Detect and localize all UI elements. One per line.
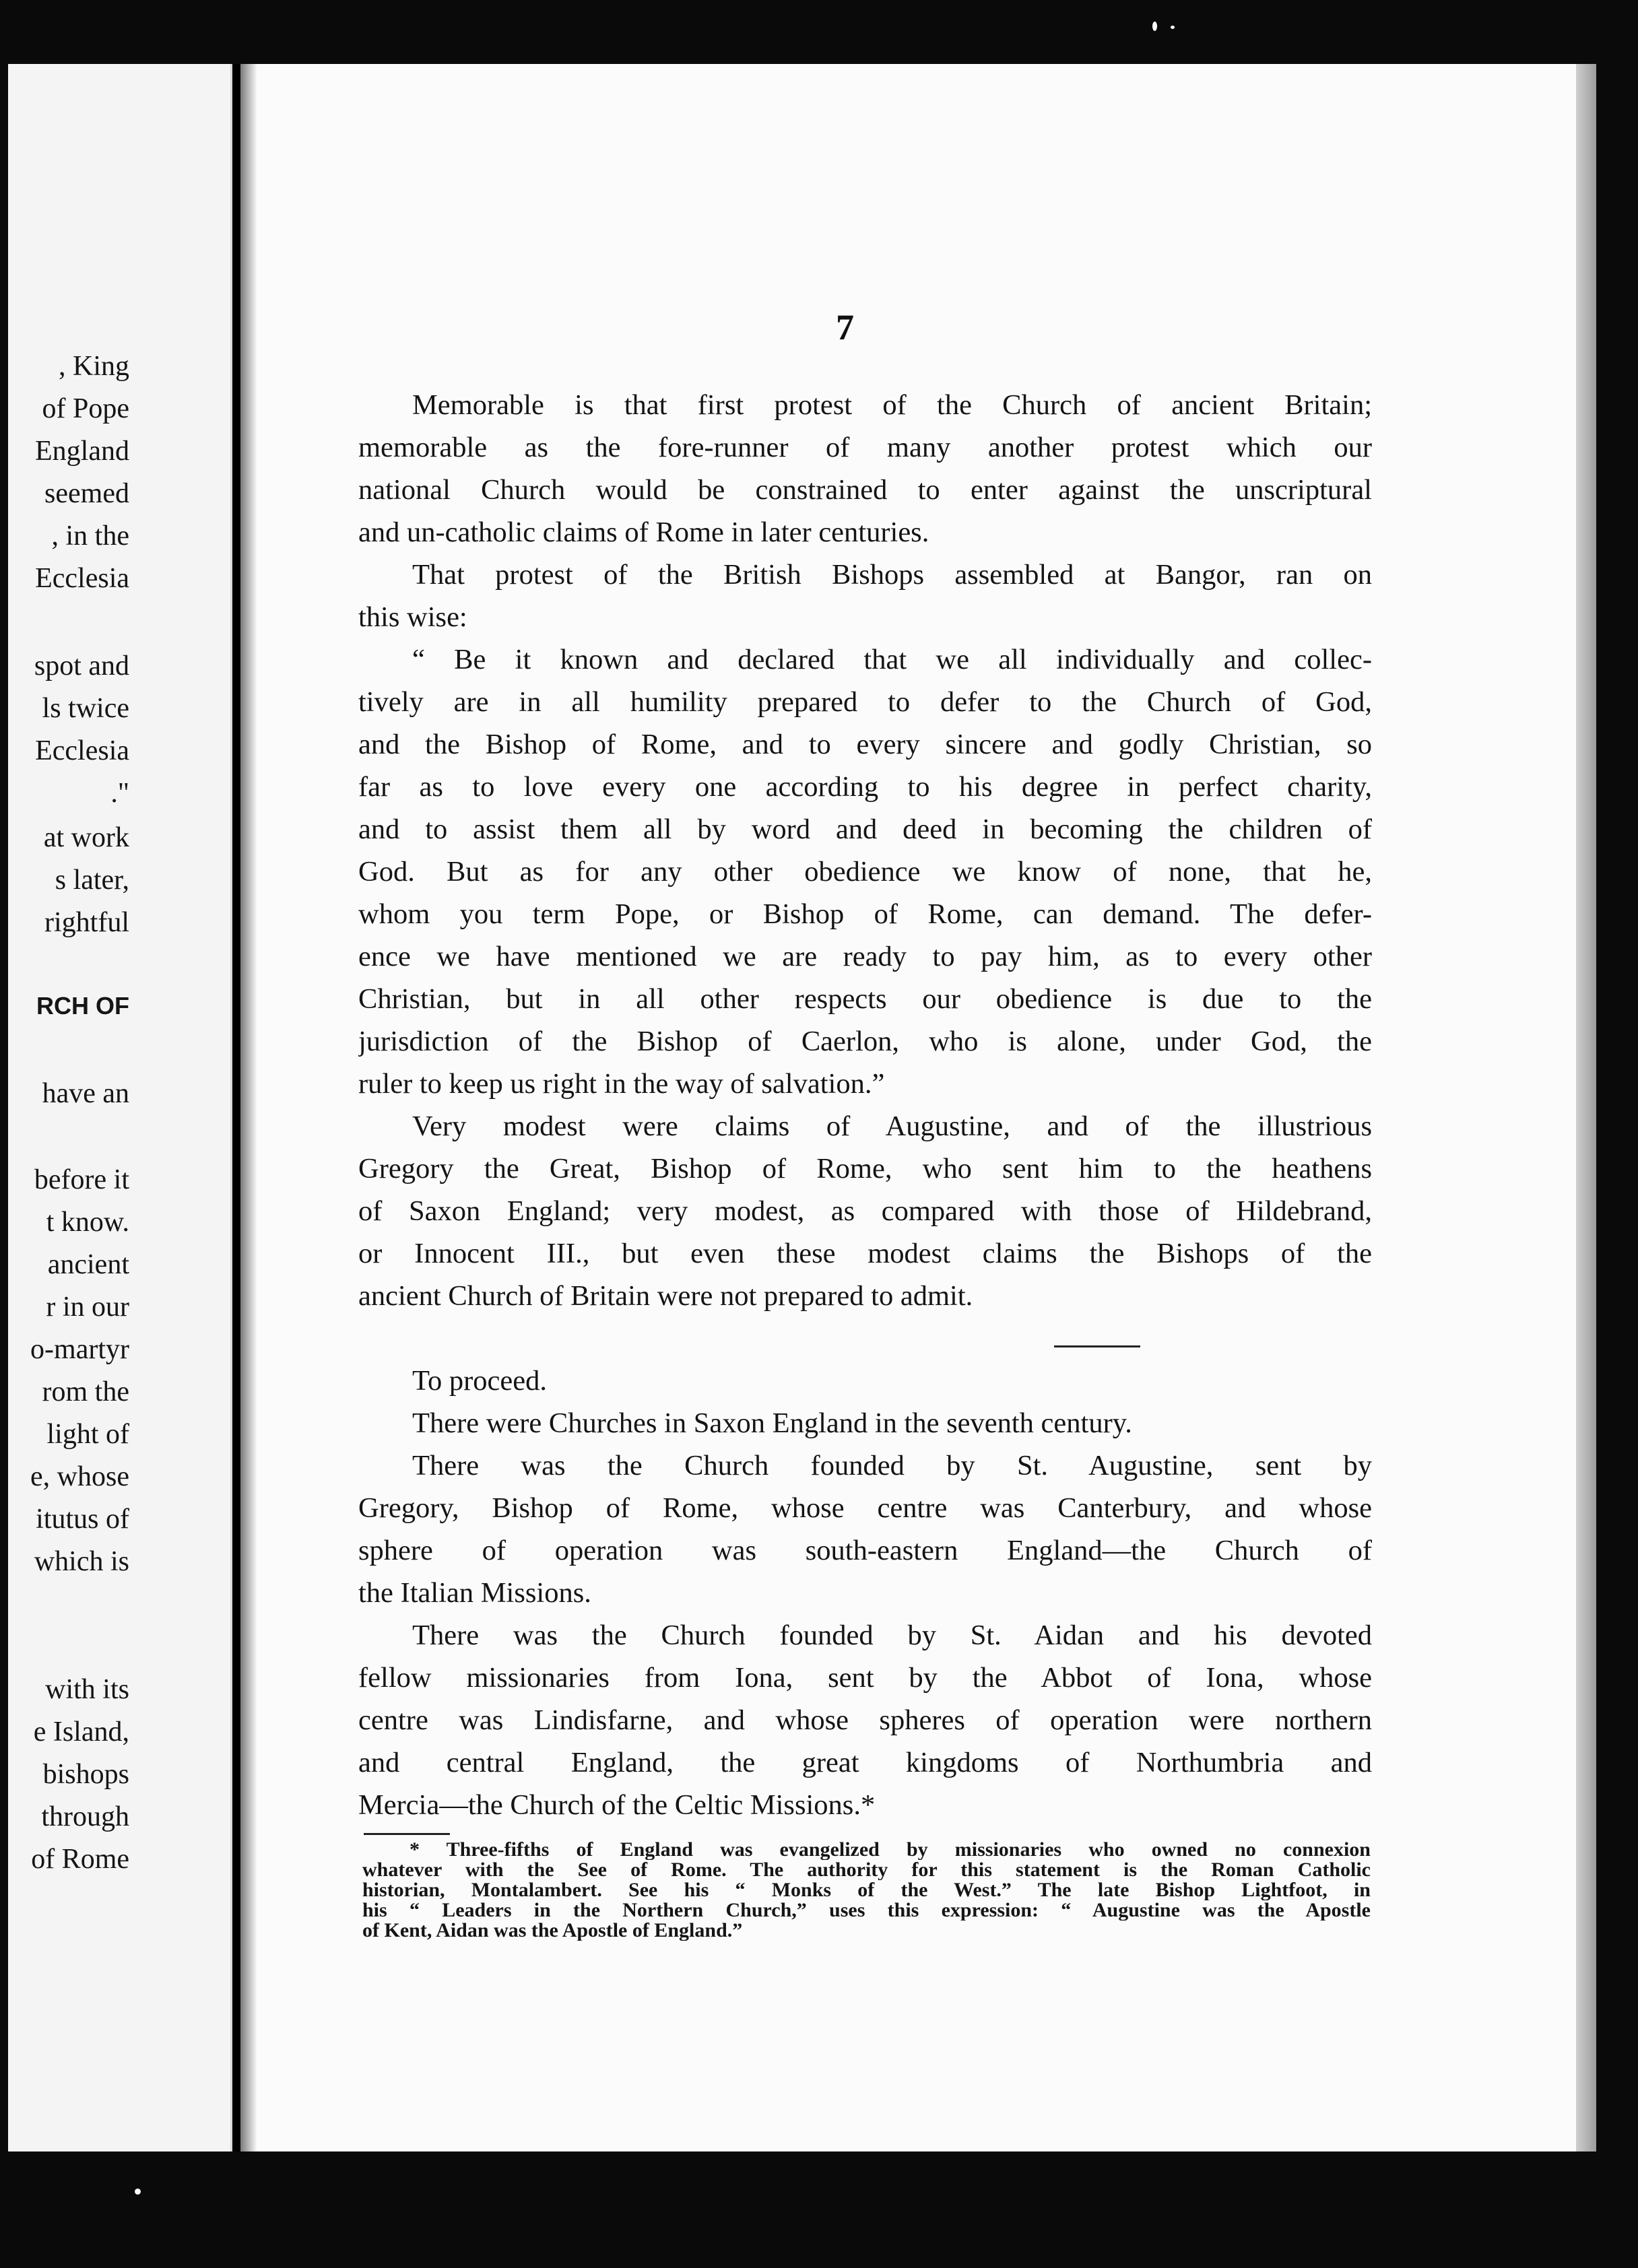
- scan-border-right: [1596, 0, 1638, 2268]
- previous-page-line: t know.: [46, 1207, 129, 1238]
- text-line: God. But as for any other obedience we know of none, that he,: [358, 856, 1372, 888]
- text-line: To proceed.: [412, 1365, 547, 1397]
- scan-speck: [1152, 22, 1157, 31]
- footnote-line: historian, Montalambert. See his “ Monks of the West.” The late Bishop Lightfoot, in: [362, 1880, 1371, 1900]
- previous-page-line: , King: [59, 351, 129, 382]
- scan-border-bottom: [0, 2152, 1638, 2268]
- previous-page-line: ls twice: [42, 693, 129, 724]
- text-line: That protest of the British Bishops assembled at Bangor, ran on: [412, 559, 1372, 591]
- previous-page-line: rightful: [44, 907, 129, 938]
- gutter-shadow: [240, 64, 257, 2152]
- footnote-line: whatever with the See of Rome. The authority for this statement is the Roman Catholic: [362, 1860, 1371, 1880]
- previous-page-line: through: [41, 1801, 129, 1832]
- previous-page-line: , in the: [51, 521, 129, 552]
- text-line: sphere of operation was south-eastern England—the Church of: [358, 1535, 1372, 1566]
- previous-page-line: rom the: [42, 1376, 129, 1407]
- scan-border-top: [0, 0, 1638, 64]
- previous-page-line: of Rome: [31, 1844, 129, 1875]
- body-text: [358, 384, 1372, 1826]
- text-line: jurisdiction of the Bishop of Caerlon, who is alone, under God, the: [358, 1026, 1372, 1057]
- text-line: and to assist them all by word and deed in becoming the children of: [358, 813, 1372, 845]
- previous-page-line: Ecclesia: [35, 563, 129, 594]
- footnote-rule: [364, 1833, 450, 1835]
- text-line: centre was Lindisfarne, and whose spheres of operation were northern: [358, 1704, 1372, 1736]
- section-divider: [1054, 1345, 1140, 1347]
- text-line: and central England, the great kingdoms of Northumbria and: [358, 1747, 1372, 1778]
- previous-page-line: s later,: [55, 865, 129, 896]
- page-edge-shadow: [1576, 64, 1596, 2152]
- text-line: “ Be it known and declared that we all individually and collec-: [412, 644, 1372, 675]
- previous-page-line: light of: [46, 1419, 129, 1450]
- scan-speck: [1171, 26, 1175, 29]
- previous-page-line: r in our: [46, 1292, 129, 1323]
- previous-page-line: .": [110, 778, 129, 809]
- footnote-line: * Three-fifths of England was evangelized by missionaries who owned no connexion: [410, 1840, 1371, 1860]
- previous-page-line: itutus of: [36, 1504, 129, 1535]
- text-line: whom you term Pope, or Bishop of Rome, can demand. The defer-: [358, 898, 1372, 930]
- text-line: ence we have mentioned we are ready to pay him, as to every other: [358, 941, 1372, 972]
- previous-page-line: e Island,: [33, 1716, 129, 1747]
- previous-page-line: o-martyr: [30, 1334, 129, 1365]
- footnote-line: of Kent, Aidan was the Apostle of England.”: [362, 1921, 743, 1941]
- previous-page-line: before it: [34, 1164, 129, 1195]
- text-line: Mercia—the Church of the Celtic Missions.*: [358, 1789, 876, 1821]
- text-line: national Church would be constrained to enter against the unscriptural: [358, 474, 1372, 506]
- book-gutter: [232, 64, 240, 2152]
- previous-page-line: with its: [45, 1674, 129, 1705]
- text-line: and the Bishop of Rome, and to every sincere and godly Christian, so: [358, 729, 1372, 760]
- previous-page-line: of Pope: [42, 393, 129, 424]
- page-number: 7: [836, 307, 854, 347]
- text-line: [358, 1317, 1372, 1360]
- text-line: Gregory the Great, Bishop of Rome, who sent him to the heathens: [358, 1153, 1372, 1185]
- text-line: Christian, but in all other respects our obedience is due to the: [358, 983, 1372, 1015]
- previous-page-line: seemed: [44, 478, 129, 509]
- text-line: fellow missionaries from Iona, sent by the Abbot of Iona, whose: [358, 1662, 1372, 1694]
- text-line: of Saxon England; very modest, as compared with those of Hildebrand,: [358, 1195, 1372, 1227]
- text-line: There were Churches in Saxon England in the seventh century.: [412, 1407, 1132, 1439]
- text-line: Gregory, Bishop of Rome, whose centre was Canterbury, and whose: [358, 1492, 1372, 1524]
- previous-page-line: spot and: [34, 651, 129, 681]
- text-line: There was the Church founded by St. Aidan and his devoted: [412, 1620, 1372, 1651]
- previous-page-line: Ecclesia: [35, 735, 129, 766]
- text-line: tively are in all humility prepared to defer to the Church of God,: [358, 686, 1372, 718]
- previous-page-line: e, whose: [30, 1461, 129, 1492]
- scan-speck: [135, 2189, 141, 2195]
- previous-page-line: England: [35, 436, 129, 467]
- previous-page-line: ancient: [47, 1249, 129, 1280]
- text-line: memorable as the fore-runner of many another protest which our: [358, 432, 1372, 463]
- previous-page-line: have an: [42, 1078, 129, 1109]
- previous-page-line: bishops: [42, 1759, 129, 1790]
- text-line: the Italian Missions.: [358, 1577, 591, 1609]
- previous-page-heading: RCH OF: [36, 992, 129, 1020]
- text-line: Very modest were claims of Augustine, and of the illustrious: [412, 1110, 1372, 1142]
- footnote-line: his “ Leaders in the Northern Church,” uses this expression: “ Augustine was the Apostle: [362, 1900, 1371, 1921]
- text-line: There was the Church founded by St. Augustine, sent by: [412, 1450, 1372, 1481]
- text-line: and un-catholic claims of Rome in later centuries.: [358, 516, 929, 548]
- previous-page-line: which is: [34, 1546, 129, 1577]
- text-line: this wise:: [358, 601, 467, 633]
- text-line: ruler to keep us right in the way of salvation.”: [358, 1068, 885, 1100]
- previous-page-fragment: [8, 64, 230, 2152]
- text-line: or Innocent III., but even these modest claims the Bishops of the: [358, 1238, 1372, 1269]
- footnote: [362, 1840, 1371, 1941]
- text-line: ancient Church of Britain were not prepared to admit.: [358, 1280, 973, 1312]
- text-line: far as to love every one according to his degree in perfect charity,: [358, 771, 1372, 803]
- scan-border-left: [0, 0, 8, 2268]
- text-line: Memorable is that first protest of the Church of ancient Britain;: [412, 389, 1372, 421]
- previous-page-line: at work: [43, 822, 129, 853]
